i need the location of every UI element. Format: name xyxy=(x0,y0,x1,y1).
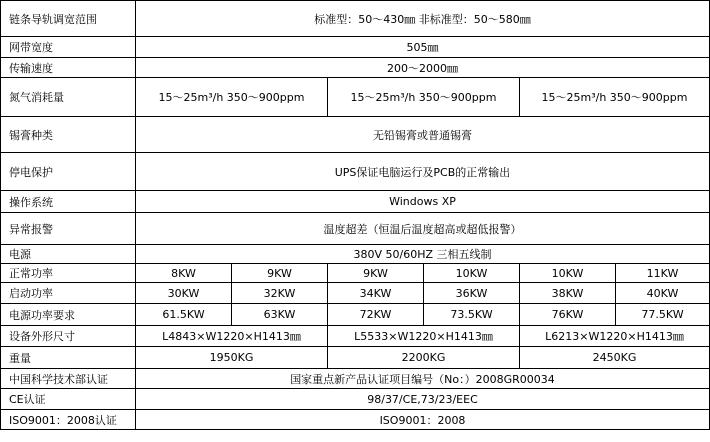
row-value: 505㎜ xyxy=(136,37,710,58)
row-value: 98/37/CE,73/23/EEC xyxy=(136,389,710,410)
row-value: 40KW xyxy=(616,283,710,304)
row-value: L4843×W1220×H1413㎜ xyxy=(136,326,328,347)
row-value: 72KW xyxy=(328,304,424,326)
row-value: 无铅锡膏或普通锡膏 xyxy=(136,117,710,153)
row-value: 10KW xyxy=(520,264,616,283)
row-value: 8KW xyxy=(136,264,232,283)
row-label: 锡膏种类 xyxy=(1,117,136,153)
row-value: 2450KG xyxy=(520,347,710,369)
row-value: 61.5KW xyxy=(136,304,232,326)
row-label: 中国科学技术部认证 xyxy=(1,369,136,389)
row-value: 38KW xyxy=(520,283,616,304)
row-value: 11KW xyxy=(616,264,710,283)
row-value: 9KW xyxy=(232,264,328,283)
row-label: 网带宽度 xyxy=(1,37,136,58)
row-normal-power xyxy=(1,264,710,283)
row-startup-power xyxy=(1,283,710,304)
row-value: 30KW xyxy=(136,283,232,304)
row-nitrogen xyxy=(1,78,710,117)
row-value: ISO9001：2008 xyxy=(136,410,710,430)
row-value: 15～25m³/h 350～900ppm xyxy=(328,78,520,117)
row-value: 73.5KW xyxy=(424,304,520,326)
row-value: 200～2000㎜ xyxy=(136,58,710,78)
row-value: 10KW xyxy=(424,264,520,283)
row-rail-range xyxy=(1,1,710,37)
row-value: L5533×W1220×H1413㎜ xyxy=(328,326,520,347)
row-dimensions xyxy=(1,326,710,347)
row-value: 2200KG xyxy=(328,347,520,369)
row-label: CE认证 xyxy=(1,389,136,410)
row-label: 设备外形尺寸 xyxy=(1,326,136,347)
row-label: 停电保护 xyxy=(1,153,136,191)
row-power-failure xyxy=(1,153,710,191)
row-cas-cert xyxy=(1,369,710,389)
row-value: 9KW xyxy=(328,264,424,283)
row-value: 76KW xyxy=(520,304,616,326)
row-label: 异常报警 xyxy=(1,213,136,245)
row-os xyxy=(1,191,710,213)
row-value: 温度超差（恒温后温度超高或超低报警） xyxy=(136,213,710,245)
row-label: ISO9001：2008认证 xyxy=(1,410,136,430)
row-value: UPS保证电脑运行及PCB的正常输出 xyxy=(136,153,710,191)
row-value: 32KW xyxy=(232,283,328,304)
row-alarm xyxy=(1,213,710,245)
row-mesh-width xyxy=(1,37,710,58)
row-label: 电源功率要求 xyxy=(1,304,136,326)
row-value: 77.5KW xyxy=(616,304,710,326)
row-value: 标准型：50～430㎜ 非标准型：50～580㎜ xyxy=(136,1,710,37)
row-value: 1950KG xyxy=(136,347,328,369)
row-label: 操作系统 xyxy=(1,191,136,213)
row-value: 63KW xyxy=(232,304,328,326)
row-power-supply xyxy=(1,245,710,264)
row-label: 正常功率 xyxy=(1,264,136,283)
row-value: 15～25m³/h 350～900ppm xyxy=(136,78,328,117)
row-ce-cert xyxy=(1,389,710,410)
row-label: 启动功率 xyxy=(1,283,136,304)
row-value: Windows XP xyxy=(136,191,710,213)
row-label: 传输速度 xyxy=(1,58,136,78)
row-label: 链条导轨调宽范围 xyxy=(1,1,136,37)
row-value: 34KW xyxy=(328,283,424,304)
row-value: 15～25m³/h 350～900ppm xyxy=(520,78,710,117)
row-iso-cert xyxy=(1,410,710,430)
row-value: 国家重点新产品认证项目编号（No：）2008GR00034 xyxy=(136,369,710,389)
row-value: L6213×W1220×H1413㎜ xyxy=(520,326,710,347)
row-power-requirement xyxy=(1,304,710,326)
row-weight xyxy=(1,347,710,369)
row-label: 重量 xyxy=(1,347,136,369)
row-value: 380V 50/60HZ 三相五线制 xyxy=(136,245,710,264)
row-label: 氮气消耗量 xyxy=(1,78,136,117)
row-value: 36KW xyxy=(424,283,520,304)
row-conveyor-speed xyxy=(1,58,710,78)
row-label: 电源 xyxy=(1,245,136,264)
row-solder-paste xyxy=(1,117,710,153)
